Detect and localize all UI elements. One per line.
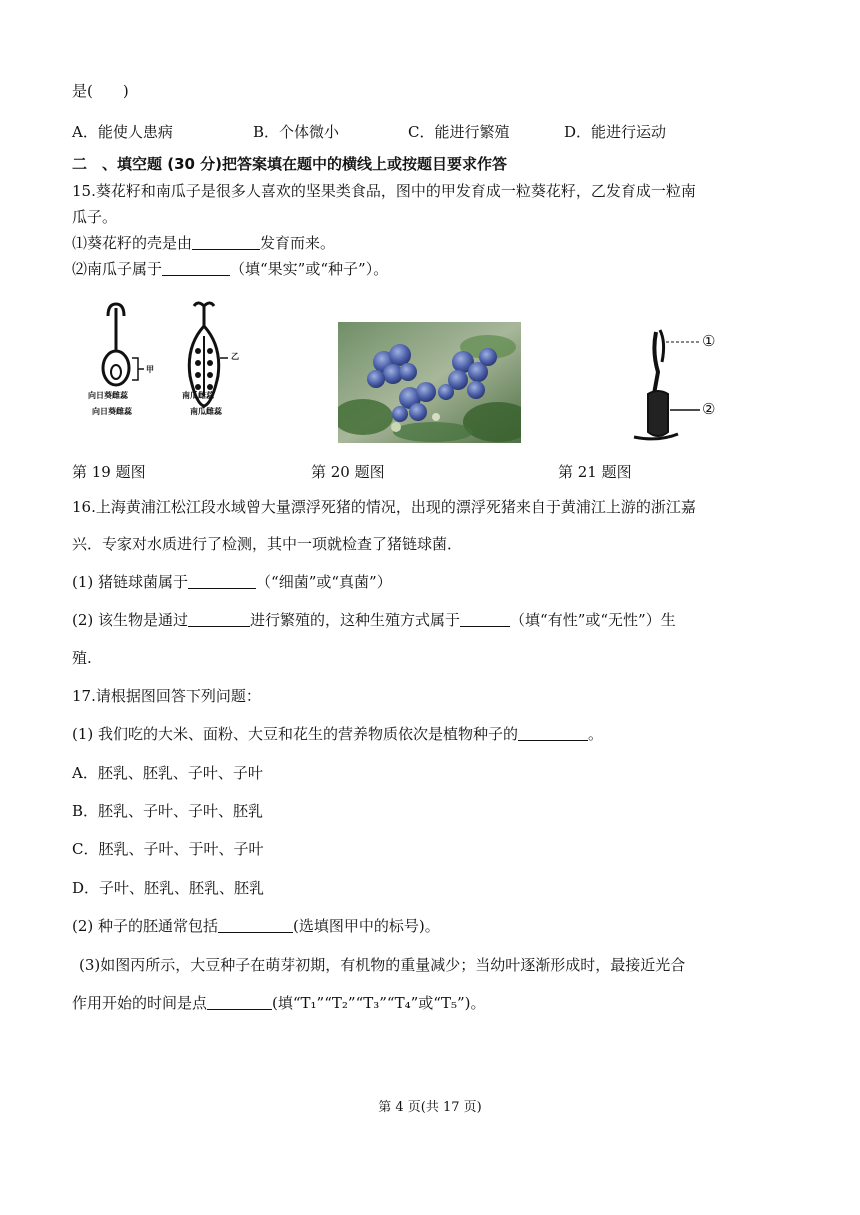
q15-p2-before: ⑵南瓜子属于 [72,260,163,278]
q17-p2-after: (选填图甲中的标号)。 [293,917,440,935]
q14-option-b: B．个体微小 [253,123,340,141]
label-jia: 甲 [146,365,154,374]
q16-p2-mid: 进行繁殖的，这种生殖方式属于 [250,611,461,629]
q15-part2 [72,258,388,279]
label-pumpkin-1: 南瓜雌蕊 [182,391,214,400]
q16-part2-line2: 殖. [72,649,92,667]
q15-part1 [72,232,335,253]
q17-p1-blank[interactable] [518,726,588,741]
q15-p1-after: 发育而来。 [260,234,336,252]
q15-p2-blank[interactable] [162,261,230,276]
q17-p2-before: (2) 种子的胚通常包括 [72,917,219,935]
page-footer: 第 4 页(共 17 页) [378,1100,482,1115]
q17-part3-line2 [72,992,486,1013]
q17-p3-before: 作用开始的时间是点 [72,994,208,1012]
section2-title: 二 、填空题 (30 分)把答案填在题中的横线上或按题目要求作答 [72,155,508,173]
q17-p1-before: (1) 我们吃的大米、面粉、大豆和花生的营养物质依次是植物种子的 [72,725,519,743]
q14-option-a: A．能使人患病 [72,123,173,141]
q14-option-c: C．能进行繁殖 [408,123,510,141]
q17-p3-blank[interactable] [207,995,272,1010]
q15-p2-after: （填“果实”或“种子”）。 [230,260,389,278]
label-circle-2: ② [702,400,716,418]
q15-p1-before: ⑴葵花籽的壳是由 [72,234,193,252]
q15-stem-line2: 瓜子。 [72,208,118,226]
q16-p1-blank[interactable] [188,574,256,589]
q16-part1 [72,571,392,592]
q16-p2-after: （填“有性”或“无性”）生 [510,611,676,629]
q17-part1 [72,723,603,744]
q17-stem: 17.请根据图回答下列问题： [72,687,261,705]
fig19-caption: 第 19 题图 [72,463,146,481]
q17-p2-blank[interactable] [218,918,293,933]
q16-p1-before: (1) 猪链球菌属于 [72,573,189,591]
fig20-caption: 第 20 题图 [311,463,385,481]
q16-p1-after: （“细菌”或“真菌”） [256,573,392,591]
blueberry-photo-icon [338,322,521,443]
fig21-caption: 第 21 题图 [558,463,632,481]
q15-stem-line1: 15.葵花籽和南瓜子是很多人喜欢的坚果类食品，图中的甲发育成一粒葵花籽，乙发育成一粒南 [72,182,696,200]
q16-p2-blank-a[interactable] [188,612,250,627]
label-sunflower-1: 向日葵雌蕊 [88,391,128,400]
q16-p2-blank-b[interactable] [460,612,510,627]
q17-p3-after: (填“T₁”“T₂”“T₃”“T₄”或“T₅”)。 [272,994,486,1012]
label-yi: 乙 [231,352,239,361]
q17-part3-line1: (3)如图丙所示，大豆种子在萌芽初期，有机物的重量减少；当幼叶逐渐形成时，最接近光合 [79,956,686,974]
q16-stem-line1: 16.上海黄浦江松江段水域曾大量漂浮死猪的情况，出现的漂浮死猪来自于黄浦江上游的浙江嘉 [72,498,696,516]
fig21-cutting-diagram [628,322,728,447]
q16-stem-line2: 兴．专家对水质进行了检测，其中一项就检查了猪链球菌． [72,535,463,553]
q14-option-d: D．能进行运动 [564,123,667,141]
q16-p2-before: (2) 该生物是通过 [72,611,189,629]
q14-options [72,121,666,142]
q17-option-c: C．胚乳、子叶、于叶、子叶 [72,840,264,858]
q17-option-b: B．胚乳、子叶、子叶、胚乳 [72,802,264,820]
q17-option-d: D．子叶、胚乳、胚乳、胚乳 [72,879,265,897]
q17-part2 [72,915,440,936]
q14-tail: 是( ) [72,82,129,100]
label-pumpkin-2: 南瓜雌蕊 [190,407,222,416]
q17-option-a: A．胚乳、胚乳、子叶、子叶 [72,764,263,782]
label-sunflower-2: 向日葵雌蕊 [92,407,132,416]
fig19-pistils [86,296,256,426]
q17-p1-after: 。 [588,725,604,743]
q16-part2 [72,609,676,630]
q15-p1-blank[interactable] [192,235,260,250]
label-circle-1: ① [702,332,716,350]
fig20-blueberry-photo [338,322,521,443]
